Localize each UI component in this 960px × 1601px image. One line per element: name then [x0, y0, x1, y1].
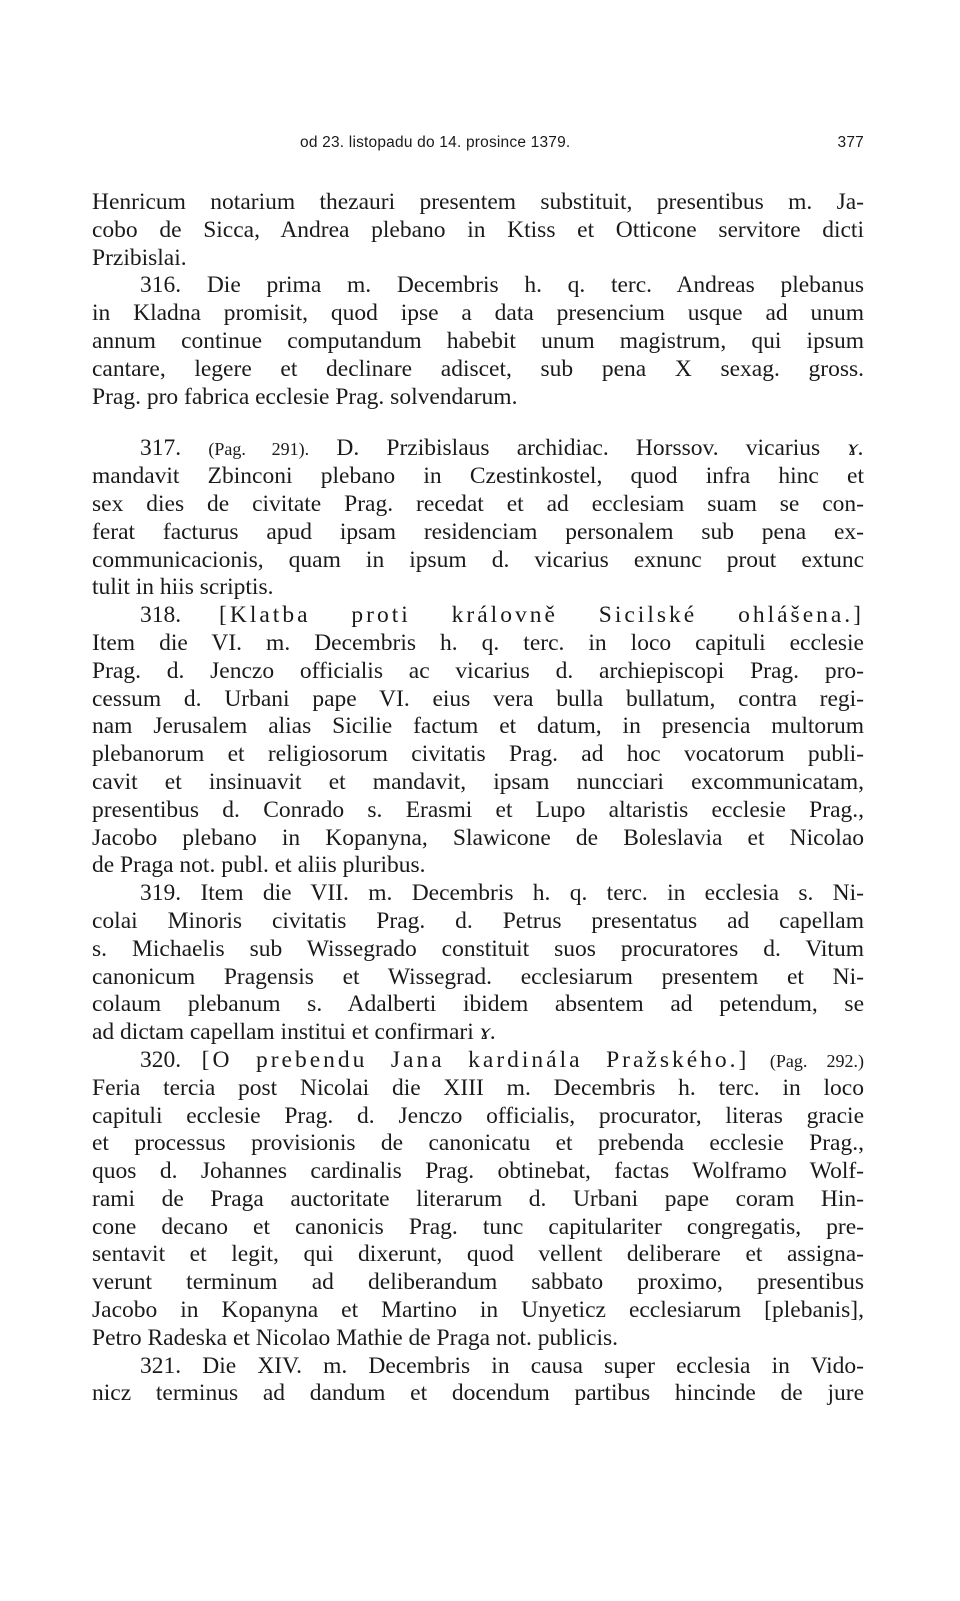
- entry-319: [92, 880, 864, 1047]
- text-line: communicacionis, quam in ipsum d. vicarius exnunc prout extunc: [92, 546, 864, 573]
- text-line: rami de Praga auctoritate literarum d. Urbani pape coram Hin-: [92, 1185, 864, 1212]
- text-line: et processus provisionis de canonicatu et prebenda ecclesie Prag.,: [92, 1130, 864, 1157]
- text-line: verunt terminum ad deliberandum sabbato proximo, presentibus: [92, 1269, 864, 1296]
- text-line: capituli ecclesie Prag. d. Jenczo officialis, procurator, literas gracie: [92, 1102, 864, 1129]
- entry-318: [92, 602, 864, 880]
- entry-316: [92, 272, 864, 411]
- entry-heading: [Klatba proti královně Sicilské ohlášena.]: [219, 602, 864, 629]
- text-line: 316. Die prima m. Decembris h. q. terc. Andreas plebanus: [140, 272, 864, 299]
- text-line: Henricum notarium thezauri presentem substituit, presentibus m. Ja-: [92, 189, 864, 215]
- text-line: plebanorum et religiosorum civitatis Prag. ad hoc vocatorum publi-: [92, 741, 864, 768]
- text-line: de Praga not. publ. et aliis pluribus.: [92, 852, 426, 879]
- text-line: ferat facturus apud ipsam residenciam personalem sub pena ex-: [92, 518, 864, 545]
- body-text: [92, 189, 864, 1408]
- entry-number: 317.: [140, 435, 182, 462]
- text-line: nam Jerusalem alias Sicilie factum et datum, in presencia multorum: [92, 713, 864, 740]
- text-line: annum continue computandum habebit unum magistrum, qui ipsum: [92, 327, 864, 354]
- text-line: mandavit Zbinconi plebano in Czestinkostel, quod infra hinc et: [92, 463, 864, 490]
- text-line: tulit in hiis scriptis.: [92, 574, 274, 601]
- page-number: 377: [837, 134, 864, 151]
- entry-317: [92, 435, 864, 602]
- text-line: presentibus d. Conrado s. Erasmi et Lupo altaristis ecclesie Prag.,: [92, 796, 864, 823]
- page-reference: (Pag. 292.): [769, 1050, 864, 1071]
- text-line: Jacobo in Kopanyna et Martino in Unyeticz ecclesiarum [plebanis],: [92, 1297, 864, 1324]
- text-line: sex dies de civitate Prag. recedat et ad ecclesiam suam se con-: [92, 490, 864, 517]
- text-line: nicz terminus ad dandum et docendum partibus hincinde de jure: [92, 1380, 864, 1407]
- text-line: cone decano et canonicis Prag. tunc capitulariter congregatis, pre-: [92, 1213, 864, 1240]
- entry-number: 320.: [140, 1046, 182, 1073]
- entry-text: D. Przibislaus archidiac. Horssov. vicarius: [336, 435, 821, 462]
- entry-heading: [O prebendu Jana kardinála Pražského.]: [201, 1046, 750, 1073]
- text-line: [92, 602, 864, 630]
- entry-continuation: [92, 189, 864, 272]
- text-line: cavit et insinuavit et mandavit, ipsam nuncciari excommunicatam,: [92, 768, 864, 795]
- text-line: colai Minoris civitatis Prag. d. Petrus presentatus ad capellam: [92, 907, 864, 934]
- text-line: cobo de Sicca, Andrea plebano in Ktiss et Otticone servitore dicti: [92, 216, 864, 243]
- text-line: [92, 1047, 864, 1075]
- text-line: 319. Item die VII. m. Decembris h. q. terc. in ecclesia s. Ni-: [140, 880, 864, 907]
- entry-text: ad dictam capellam institui et confirmari: [92, 1019, 474, 1046]
- text-line: [92, 435, 864, 463]
- entry-number: 318.: [140, 602, 182, 629]
- abbreviation-symbol: ɤ.: [847, 435, 864, 462]
- text-line: Petro Radeska et Nicolao Mathie de Praga not. publicis.: [92, 1324, 619, 1351]
- text-line: quos d. Johannes cardinalis Prag. obtinebat, factas Wolframo Wolf-: [92, 1158, 864, 1185]
- text-line: canonicum Pragensis et Wissegrad. ecclesiarum presentem et Ni-: [92, 963, 864, 990]
- text-line: s. Michaelis sub Wissegrado constituit suos procuratores d. Vitum: [92, 935, 864, 962]
- text-line: sentavit et legit, qui dixerunt, quod vellent deliberare et assigna-: [92, 1241, 864, 1268]
- abbreviation-symbol: ɤ.: [479, 1019, 497, 1046]
- page-reference: (Pag. 291).: [208, 439, 310, 460]
- text-line: cantare, legere et declinare adiscet, sub pena X sexag. gross.: [92, 355, 864, 382]
- text-line: cessum d. Urbani pape VI. eius vera bulla bullatum, contra regi-: [92, 685, 864, 712]
- text-line: 321. Die XIV. m. Decembris in causa super ecclesia in Vido-: [140, 1352, 864, 1379]
- entry-320: [92, 1047, 864, 1353]
- text-line: Prag. d. Jenczo officialis ac vicarius d. archiepiscopi Prag. pro-: [92, 657, 864, 684]
- section-gap: [92, 411, 864, 435]
- text-line: Feria tercia post Nicolai die XIII m. Decembris h. terc. in loco: [92, 1074, 864, 1101]
- text-line: in Kladna promisit, quod ipse a data presencium usque ad unum: [92, 300, 864, 327]
- entry-321: [92, 1353, 864, 1409]
- text-line: [92, 1019, 864, 1047]
- text-line: Prag. pro fabrica ecclesie Prag. solvendarum.: [92, 383, 518, 410]
- text-line: Przibislai.: [92, 244, 187, 271]
- running-title: od 23. listopadu do 14. prosince 1379.: [300, 134, 571, 151]
- text-line: Jacobo plebano in Kopanyna, Slawicone de Boleslavia et Nicolao: [92, 824, 864, 851]
- text-line: Item die VI. m. Decembris h. q. terc. in loco capituli ecclesie: [92, 629, 864, 656]
- running-head: [92, 134, 864, 156]
- text-line: colaum plebanum s. Adalberti ibidem absentem ad petendum, se: [92, 991, 864, 1018]
